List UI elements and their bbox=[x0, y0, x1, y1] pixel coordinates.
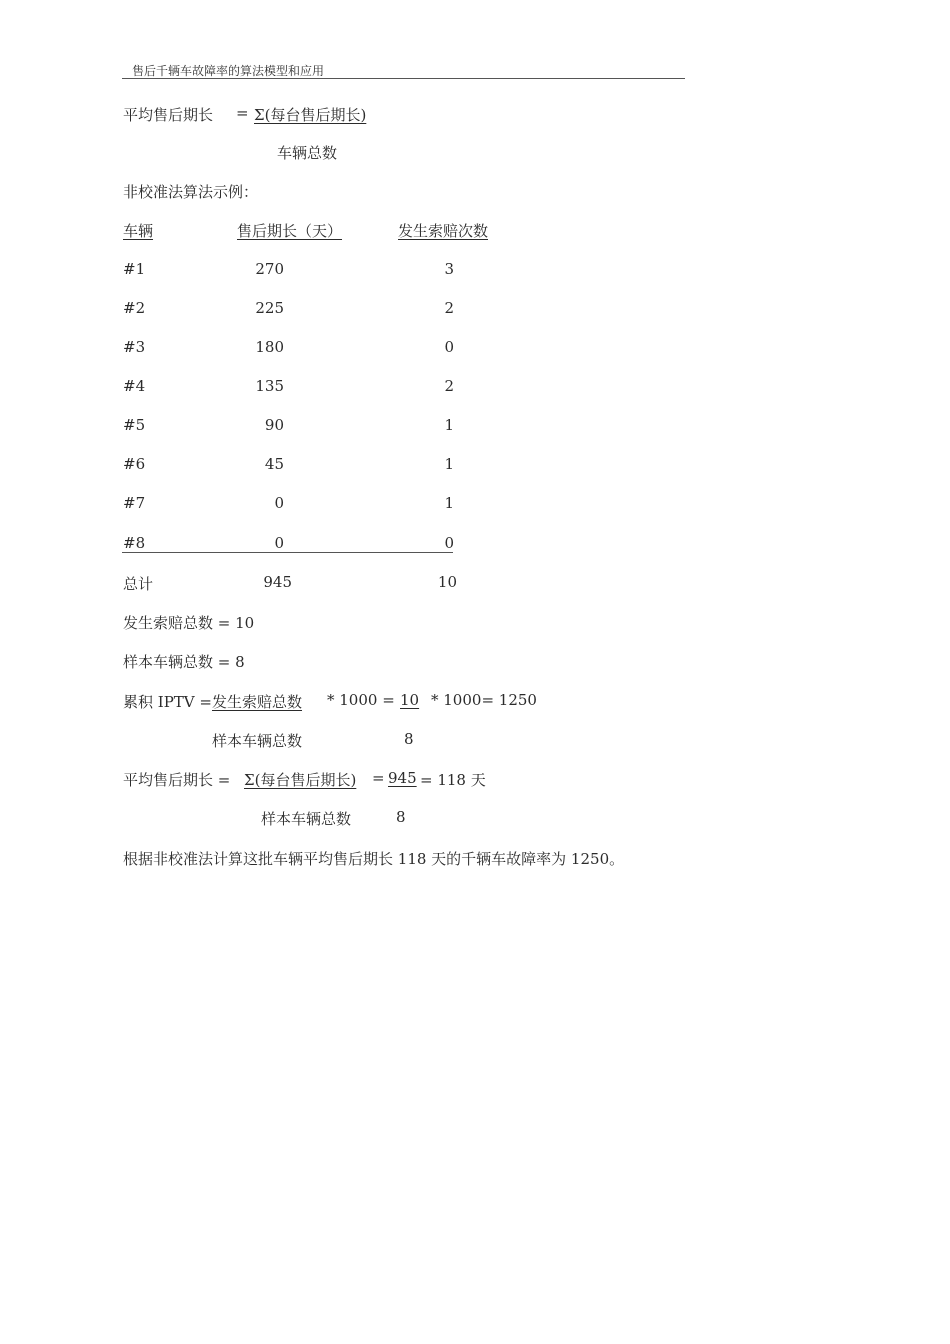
row-claims: 1 bbox=[444, 416, 454, 434]
example-title: 非校准法算法示例： bbox=[123, 183, 259, 201]
total-label: 总计 bbox=[123, 575, 154, 593]
formula2-num-value: 10 bbox=[400, 691, 420, 709]
row-claims: 2 bbox=[444, 377, 454, 395]
formula2-den-value: 8 bbox=[404, 730, 414, 748]
row-days: 180 bbox=[255, 338, 284, 356]
row-vehicle: #8 bbox=[123, 534, 146, 552]
row-days: 45 bbox=[264, 455, 284, 473]
formula1-denominator: 车辆总数 bbox=[277, 144, 338, 162]
total-days: 945 bbox=[263, 573, 292, 591]
formula1-numerator: Σ(每台售后期长) bbox=[254, 106, 367, 124]
row-vehicle: #3 bbox=[123, 338, 146, 356]
header-rule bbox=[122, 78, 685, 79]
formula2-times2: * 1000= 1250 bbox=[431, 691, 537, 709]
table-header-vehicle: 车辆 bbox=[123, 222, 154, 240]
sample-total-line: 样本车辆总数 = 8 bbox=[123, 653, 245, 671]
formula3-den-value: 8 bbox=[396, 808, 406, 826]
formula3-numerator: Σ(每台售后期长) bbox=[244, 771, 357, 789]
row-days: 90 bbox=[264, 416, 284, 434]
row-vehicle: #1 bbox=[123, 260, 146, 278]
row-days: 0 bbox=[274, 534, 284, 552]
formula3-eq2: = 118 天 bbox=[420, 771, 486, 789]
running-header: 售后千辆车故障率的算法模型和应用 bbox=[132, 64, 325, 78]
formula1-equals: = bbox=[236, 104, 249, 122]
formula3-eq1: = bbox=[372, 769, 385, 787]
row-days: 135 bbox=[255, 377, 284, 395]
formula2-denominator: 样本车辆总数 bbox=[212, 732, 303, 750]
formula3-denominator: 样本车辆总数 bbox=[261, 810, 352, 828]
row-claims: 0 bbox=[444, 534, 454, 552]
formula3-lhs: 平均售后期长 = bbox=[123, 771, 231, 789]
row-vehicle: #2 bbox=[123, 299, 146, 317]
conclusion-text: 根据非校准法计算这批车辆平均售后期长 118 天的千辆车故障率为 1250。 bbox=[123, 850, 625, 868]
formula2-numerator: 发生索赔总数 bbox=[212, 693, 303, 711]
row-vehicle: #6 bbox=[123, 455, 146, 473]
row-claims: 3 bbox=[444, 260, 454, 278]
formula1-lhs: 平均售后期长 bbox=[123, 106, 214, 124]
row-claims: 0 bbox=[444, 338, 454, 356]
table-header-days: 售后期长（天） bbox=[237, 222, 343, 240]
table-total-rule bbox=[122, 552, 453, 553]
row-vehicle: #4 bbox=[123, 377, 146, 395]
row-days: 270 bbox=[255, 260, 284, 278]
row-vehicle: #7 bbox=[123, 494, 146, 512]
row-claims: 2 bbox=[444, 299, 454, 317]
row-days: 225 bbox=[255, 299, 284, 317]
row-claims: 1 bbox=[444, 494, 454, 512]
claims-total-line: 发生索赔总数 = 10 bbox=[123, 614, 255, 632]
formula2-times1: * 1000 = bbox=[327, 691, 395, 709]
row-vehicle: #5 bbox=[123, 416, 146, 434]
total-claims: 10 bbox=[437, 573, 457, 591]
table-header-claims: 发生索赔次数 bbox=[398, 222, 489, 240]
row-days: 0 bbox=[274, 494, 284, 512]
formula3-num-value: 945 bbox=[388, 769, 417, 787]
formula2-lhs: 累积 IPTV = bbox=[123, 693, 212, 711]
row-claims: 1 bbox=[444, 455, 454, 473]
